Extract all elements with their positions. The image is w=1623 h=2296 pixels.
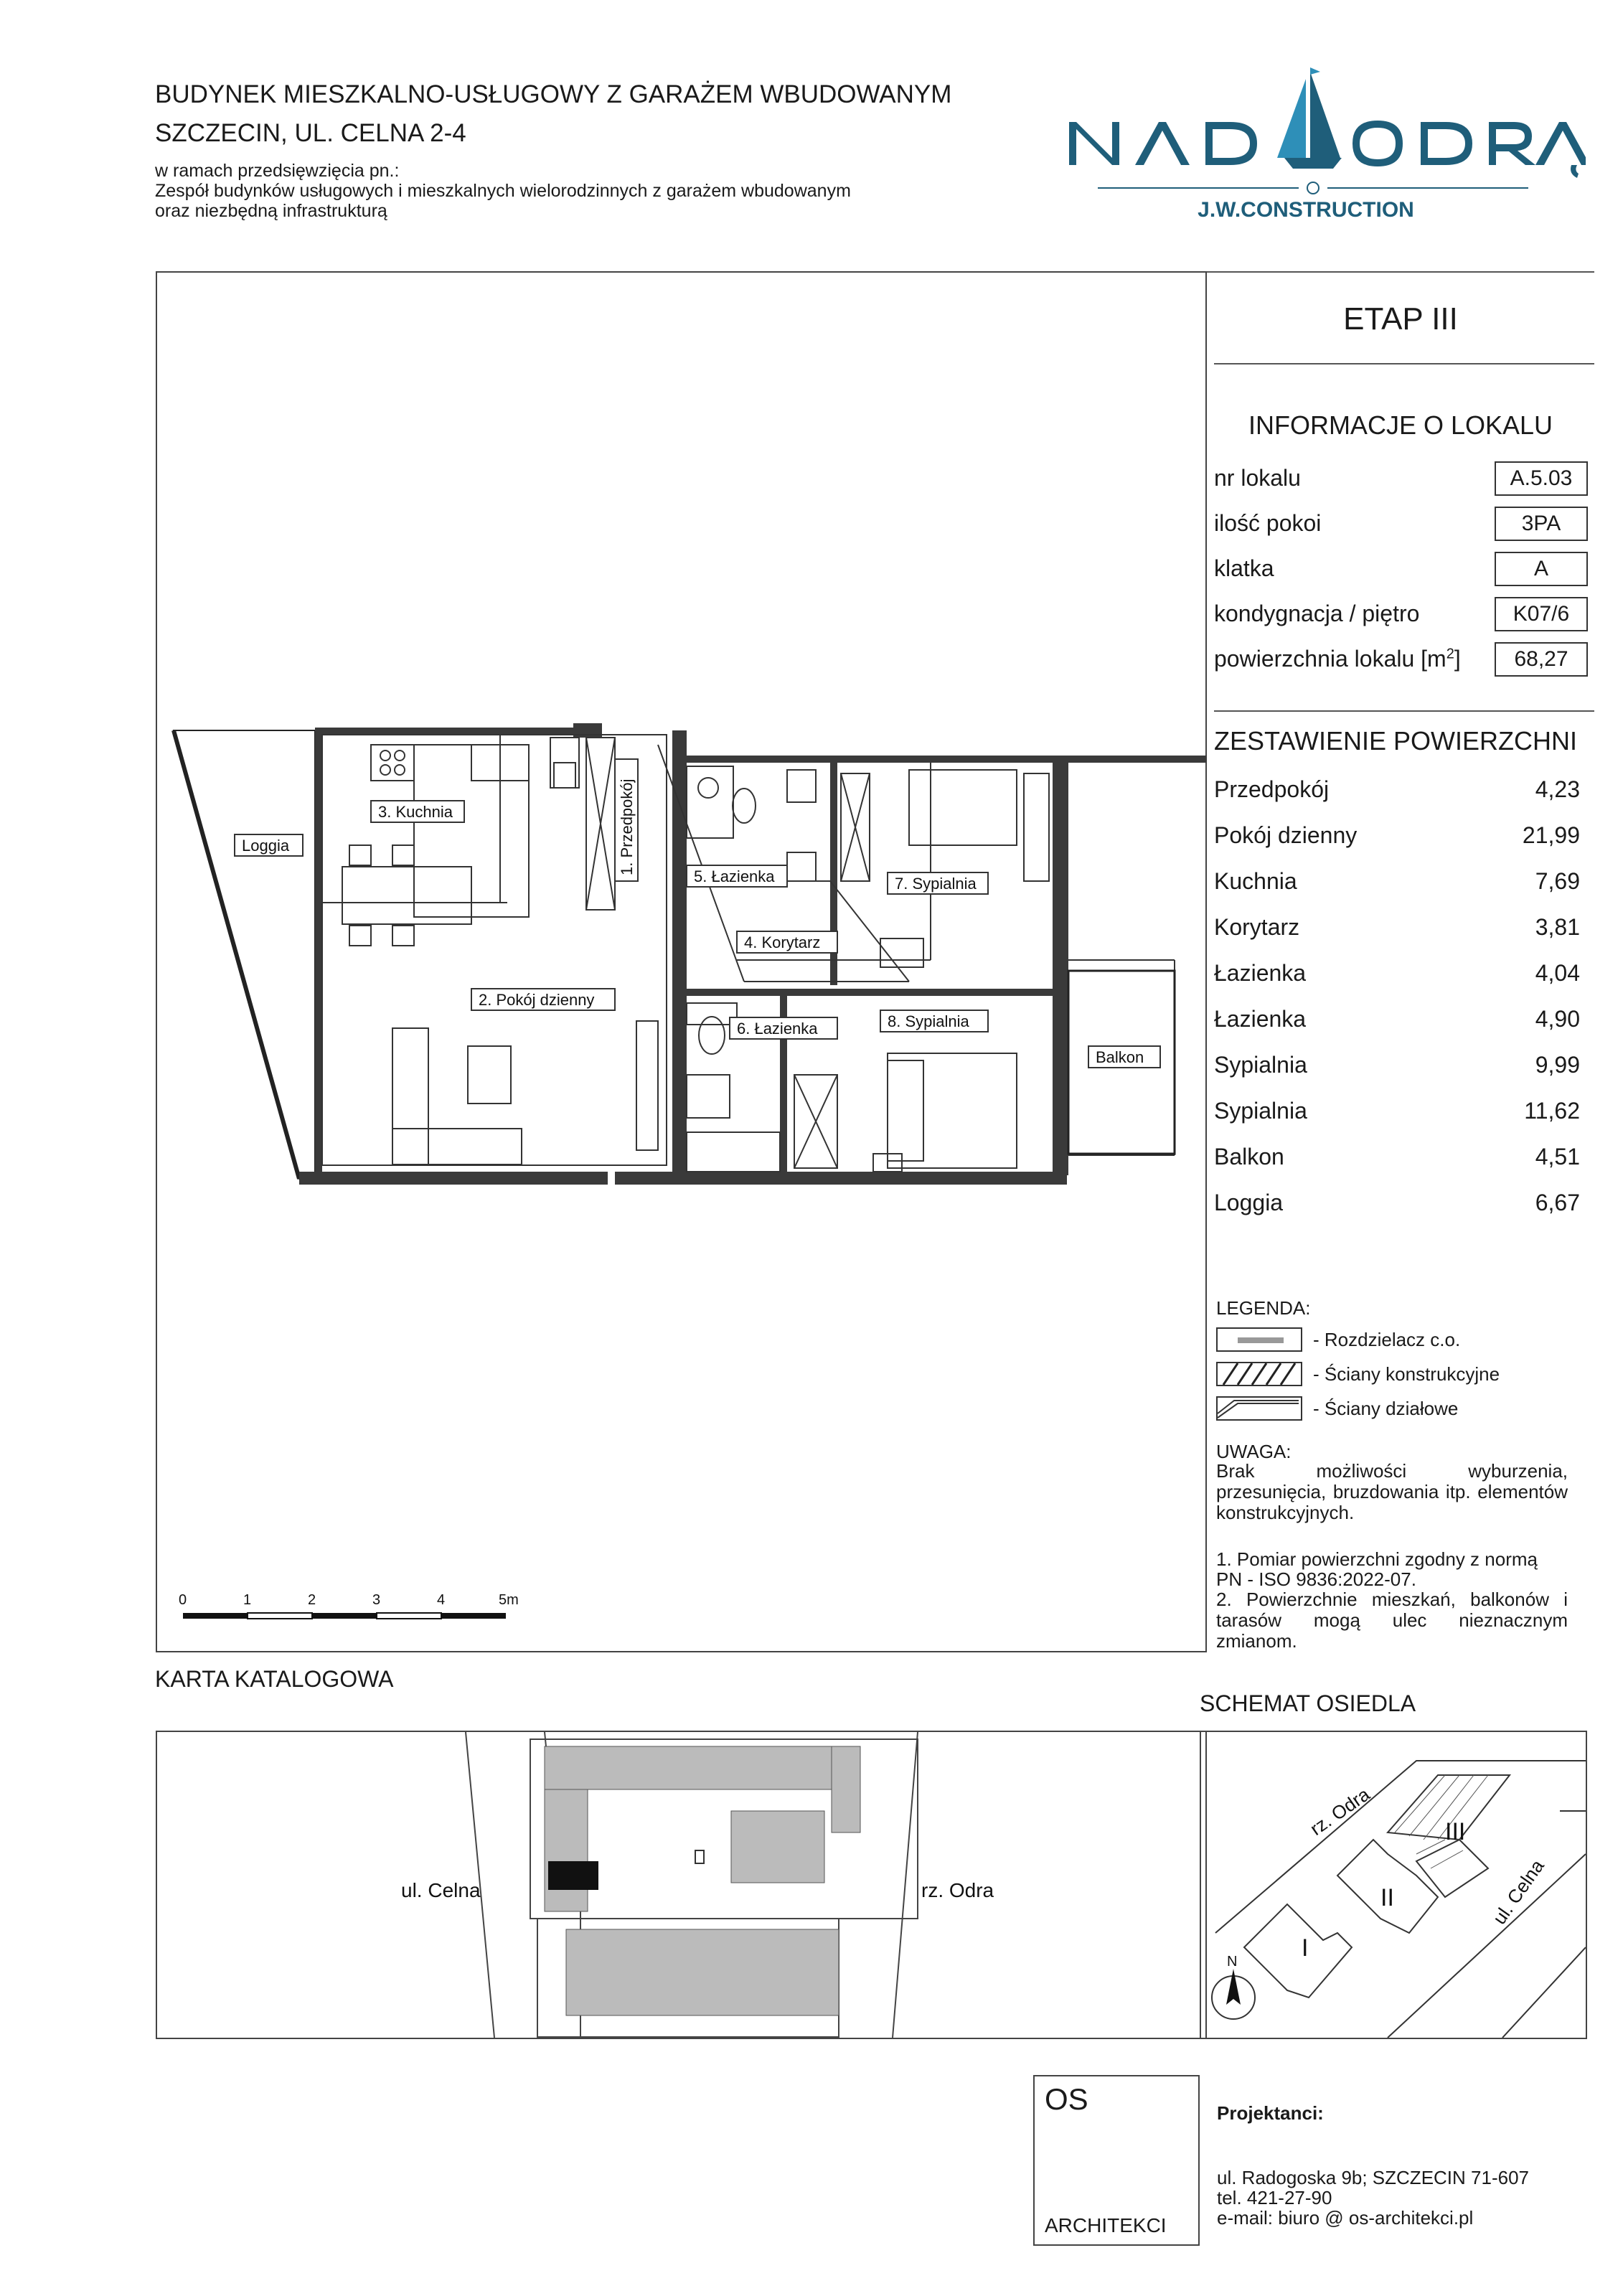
summary-value: 4,51 — [1535, 1144, 1580, 1170]
summary-title: ZESTAWIENIE POWIERZCHNI — [1214, 726, 1578, 756]
room-label-living: 2. Pokój dzienny — [479, 991, 595, 1009]
room-label-bedroom-8: 8. Sypialnia — [888, 1012, 969, 1030]
legend-item: - Ściany działowe — [1313, 1398, 1459, 1419]
info-value-stairwell: A — [1495, 552, 1588, 586]
site-scheme — [1200, 1731, 1587, 2039]
info-label-unit: nr lokalu — [1214, 465, 1301, 491]
summary-value: 11,62 — [1524, 1098, 1580, 1124]
scheme-river-label: rz. Odra — [1306, 1783, 1374, 1840]
room-label-hall: 1. Przedpokój — [618, 778, 636, 875]
scheme-building-1: I — [1302, 1934, 1309, 1962]
notes-areas: 2. Powierzchnie mieszkań, balkonów i tarasów mogą ulec nieznacznym zmianom. — [1216, 1589, 1568, 1652]
info-value-area: 68,27 — [1495, 642, 1588, 677]
map-street-label: ul. Celna — [401, 1879, 481, 1901]
info-value-unit: A.5.03 — [1495, 461, 1588, 496]
scale-tick-5m: 5m — [499, 1592, 519, 1608]
divider — [1214, 710, 1594, 712]
designers-title: Projektanci: — [1217, 2102, 1324, 2124]
info-label-rooms: ilość pokoi — [1214, 510, 1322, 536]
summary-label: Pokój dzienny — [1214, 822, 1358, 848]
scheme-title: SCHEMAT OSIEDLA — [1200, 1690, 1416, 1716]
info-label-floor: kondygnacja / piętro — [1214, 601, 1420, 626]
summary-label: Sypialnia — [1214, 1098, 1307, 1124]
logo-company: J.W.CONSTRUCTION — [1198, 198, 1414, 222]
summary-label: Łazienka — [1214, 1006, 1307, 1032]
stage-title: ETAP III — [1343, 301, 1458, 337]
legend-structural-wall-icon — [1216, 1362, 1302, 1386]
designers-phone: tel. 421-27-90 — [1217, 2187, 1332, 2208]
summary-value: 4,23 — [1535, 776, 1580, 802]
designers-address: ul. Radogoska 9b; SZCZECIN 71-607 — [1217, 2167, 1529, 2188]
room-label-bedroom-7: 7. Sypialnia — [895, 875, 977, 893]
logo — [1069, 57, 1586, 230]
header-project: Zespół budynków usługowych i mieszkalnych wielorodzinnych z garażem wbudowanym — [155, 181, 851, 201]
legend-title: LEGENDA: — [1216, 1297, 1311, 1319]
scheme-building-3: III — [1445, 1818, 1466, 1845]
summary-label: Loggia — [1214, 1190, 1284, 1215]
sailboat-logo-icon — [1069, 57, 1586, 230]
summary-value: 7,69 — [1535, 868, 1580, 894]
summary-value: 21,99 — [1522, 822, 1580, 848]
scheme-building-2: II — [1380, 1884, 1394, 1911]
scale-tick-4: 4 — [437, 1592, 446, 1608]
header-note: w ramach przedsięwzięcia pn.: — [155, 161, 400, 181]
summary-value: 3,81 — [1535, 914, 1580, 940]
scale-tick-2: 2 — [308, 1592, 316, 1608]
scale-tick-0: 0 — [179, 1592, 187, 1608]
header-project-2: oraz niezbędną infrastrukturą — [155, 201, 387, 221]
scale-tick-3: 3 — [372, 1592, 381, 1608]
legend-item: - Rozdzielacz c.o. — [1313, 1329, 1461, 1350]
summary-value: 9,99 — [1535, 1052, 1580, 1078]
summary-label: Balkon — [1214, 1144, 1284, 1170]
header-address: SZCZECIN, UL. CELNA 2-4 — [155, 119, 466, 147]
info-label-stairwell: klatka — [1214, 555, 1274, 581]
header-title: BUDYNEK MIESZKALNO-USŁUGOWY Z GARAŻEM WBUDOWANYM — [155, 80, 952, 108]
room-label-bath-2: 6. Łazienka — [737, 1020, 818, 1038]
north-label: N — [1227, 1954, 1238, 1970]
summary-label: Łazienka — [1214, 960, 1307, 986]
north-arrow-icon — [1212, 1954, 1255, 2019]
room-label-loggia: Loggia — [242, 837, 290, 855]
notes-text: Brak możliwości wyburzenia, przesunięcia, bruzdowania itp. elementów konstrukcyjnych. — [1216, 1460, 1568, 1523]
room-label-balcony: Balkon — [1096, 1048, 1144, 1066]
architect-name: ARCHITEKCI — [1045, 2214, 1167, 2236]
room-label-corridor: 4. Korytarz — [744, 933, 821, 951]
info-label-area: powierzchnia lokalu $[m^2]$ — [1214, 646, 1461, 672]
info-value-floor: K07/6 — [1495, 597, 1588, 631]
scale-tick-1: 1 — [243, 1592, 252, 1608]
site-map — [156, 1731, 1207, 2039]
legend-distributor-icon — [1216, 1327, 1302, 1352]
notes-title: UWAGA: — [1216, 1441, 1292, 1462]
info-title: INFORMACJE O LOKALU — [1248, 410, 1553, 440]
notes-standard-number: PN - ISO 9836:2022-07. — [1216, 1568, 1416, 1590]
scheme-street-label: ul. Celna — [1488, 1855, 1548, 1929]
legend-item: - Ściany konstrukcyjne — [1313, 1363, 1500, 1385]
divider — [1207, 271, 1594, 273]
summary-value: 4,90 — [1535, 1006, 1580, 1032]
designers-email: e-mail: biuro @ os-architekci.pl — [1217, 2207, 1474, 2229]
architect-os: OS — [1045, 2082, 1088, 2116]
notes-standard: 1. Pomiar powierzchni zgodny z normą — [1216, 1548, 1538, 1570]
legend-partition-wall-icon — [1216, 1396, 1302, 1421]
room-label-kitchen: 3. Kuchnia — [378, 803, 453, 821]
summary-label: Kuchnia — [1214, 868, 1297, 894]
summary-label: Przedpokój — [1214, 776, 1330, 802]
summary-value: 6,67 — [1535, 1190, 1580, 1215]
floor-plan — [156, 271, 1207, 1652]
map-river-label: rz. Odra — [921, 1879, 994, 1901]
summary-label: Korytarz — [1214, 914, 1300, 940]
room-label-bath-1: 5. Łazienka — [694, 867, 775, 885]
summary-label: Sypialnia — [1214, 1052, 1307, 1078]
summary-value: 4,04 — [1535, 960, 1580, 986]
divider — [1214, 363, 1594, 364]
catalog-label: KARTA KATALOGOWA — [155, 1666, 394, 1692]
info-value-rooms: 3PA — [1495, 507, 1588, 541]
